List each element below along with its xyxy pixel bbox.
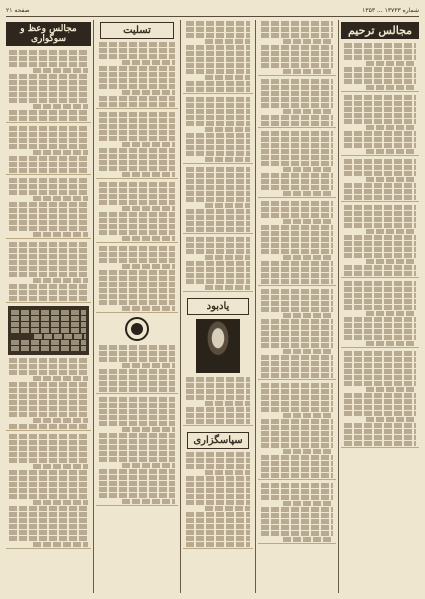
notice-block	[96, 182, 178, 243]
notice-block	[6, 242, 91, 303]
notice-block	[183, 452, 253, 549]
notice-block	[258, 383, 336, 480]
page-number: صفحه ۲۱	[6, 6, 30, 14]
notice-block	[96, 112, 178, 179]
notice-block	[258, 79, 336, 128]
section-title-memorial: یادبود	[187, 298, 249, 315]
notice-block	[183, 21, 253, 94]
column-notices-2	[258, 20, 336, 593]
column-memorial-services	[341, 20, 419, 593]
notice-block	[341, 43, 419, 92]
date-line: شماره ۱۳۷۳۳ ... ۱۳۵۳	[362, 6, 419, 14]
section-title-condolence: تسلیت	[100, 22, 174, 39]
notice-block	[183, 167, 253, 234]
notice-block	[258, 21, 336, 76]
notice-block	[96, 42, 178, 109]
notice-block	[6, 434, 91, 549]
column-sermon-mourning	[6, 20, 91, 593]
notice-block	[183, 237, 253, 292]
lions-club-emblem	[125, 317, 149, 341]
section-title-sermon-mourning: مجالس وعظ و سوگواری	[6, 22, 91, 46]
notice-block	[96, 397, 178, 506]
notice-block	[6, 126, 91, 175]
notice-block	[258, 289, 336, 380]
notice-block	[96, 246, 178, 313]
portrait-photo	[196, 319, 240, 373]
notice-block	[258, 201, 336, 286]
column-condolence	[96, 20, 178, 593]
notice-block	[341, 159, 419, 202]
notice-block	[6, 178, 91, 239]
notice-block	[6, 358, 91, 431]
notice-block	[258, 131, 336, 198]
highlighted-notice	[8, 306, 89, 355]
notice-block	[341, 95, 419, 156]
column-notices-3	[183, 20, 253, 593]
section-title-memorial-services: مجالس ترحیم	[341, 22, 419, 39]
notice-block	[341, 281, 419, 348]
notice-block	[258, 483, 336, 544]
notice-block	[183, 377, 253, 426]
notice-block	[341, 351, 419, 448]
notice-block	[183, 97, 253, 164]
notice-block	[6, 50, 91, 123]
notice-block	[96, 345, 178, 394]
notice-block	[341, 205, 419, 278]
section-title-thanks: سپاسگزاری	[187, 432, 249, 449]
page-header	[6, 4, 419, 17]
